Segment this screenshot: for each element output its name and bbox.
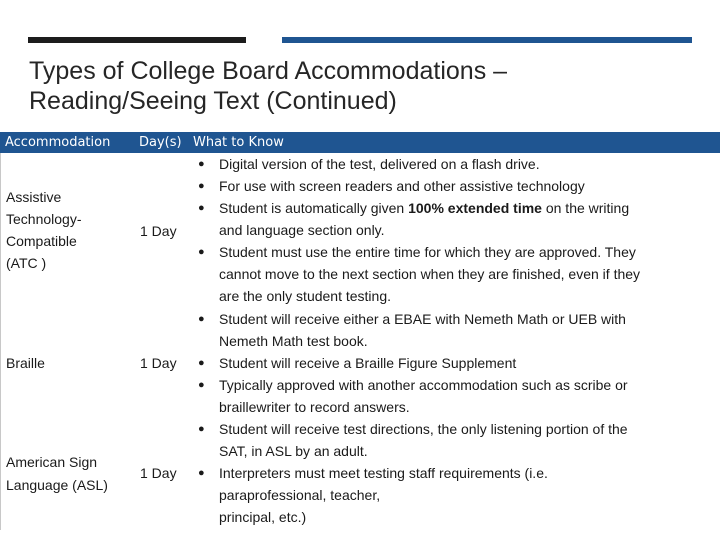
accommodation-name (6, 451, 108, 497)
title-accent-bar-dark (28, 37, 246, 43)
accommodation-name-line: Technology- (6, 211, 82, 227)
list-item-text: Student will receive test directions, the only listening portion of the (219, 421, 628, 437)
list-item-text: braillewriter to record answers. (219, 399, 410, 415)
list-item-text: SAT, in ASL by an adult. (219, 443, 368, 459)
what-to-know-list (197, 153, 717, 307)
days-value: 1 Day (140, 465, 177, 481)
slide-title-line-2: Reading/Seeing Text (Continued) (29, 87, 397, 115)
title-accent-bar-blue (282, 37, 692, 43)
list-item (197, 153, 717, 175)
bullet-icon: ● (198, 246, 205, 258)
list-item-text-part: on the writing (541, 200, 630, 216)
what-to-know-list (197, 418, 717, 528)
list-item (197, 462, 717, 528)
bullet-icon: ● (198, 180, 205, 192)
table-header-row (0, 132, 720, 154)
list-item (197, 241, 717, 307)
bullet-icon: ● (198, 423, 205, 435)
bullet-icon: ● (198, 202, 205, 214)
accommodation-name (6, 352, 45, 374)
what-to-know-list (197, 308, 717, 418)
accommodations-table (0, 132, 720, 530)
bullet-icon: ● (198, 357, 205, 369)
list-item-text: Nemeth Math test book. (219, 333, 368, 349)
table-row-braille (0, 308, 720, 418)
list-item (197, 197, 717, 241)
header-accommodation: Accommodation (5, 135, 111, 150)
accommodation-name-line: American Sign (6, 454, 98, 470)
list-item (197, 308, 717, 352)
list-item-text: Typically approved with another accommodation such as scribe or (219, 377, 628, 393)
list-item-text: principal, etc.) (219, 509, 307, 525)
accommodation-name (6, 186, 82, 274)
accommodation-name-line: Assistive (6, 189, 62, 205)
slide-title (29, 56, 689, 116)
accommodation-name-line: Language (ASL) (6, 477, 108, 493)
list-item (197, 352, 717, 374)
header-days: Day(s) (139, 135, 182, 150)
list-item-text: are the only student testing. (219, 288, 391, 304)
list-item-text: cannot move to the next section when they are finished, even if they (219, 266, 641, 282)
list-item-text (219, 197, 717, 219)
table-row-asl (0, 418, 720, 530)
table-row-atc (0, 153, 720, 308)
header-what-to-know: What to Know (193, 135, 284, 150)
accommodation-name-line: Braille (6, 355, 45, 371)
list-item (197, 418, 717, 462)
days-value: 1 Day (140, 355, 177, 371)
list-item-text-part: Student is automatically given (219, 200, 409, 216)
list-item-text: Digital version of the test, delivered on a flash drive. (219, 156, 540, 172)
bullet-icon: ● (198, 158, 205, 170)
list-item-emphasis: 100% extended time (408, 200, 542, 216)
list-item (197, 175, 717, 197)
list-item-text: Student will receive a Braille Figure Supplement (219, 355, 517, 371)
list-item-text: Student must use the entire time for which they are approved. They (219, 244, 636, 260)
list-item-text: paraprofessional, teacher, (219, 487, 381, 503)
bullet-icon: ● (198, 467, 205, 479)
slide-title-line-1: Types of College Board Accommodations – (29, 57, 508, 85)
list-item-text: For use with screen readers and other assistive technology (219, 178, 585, 194)
list-item-text: Student will receive either a EBAE with Nemeth Math or UEB with (219, 311, 626, 327)
bullet-icon: ● (198, 379, 205, 391)
bullet-icon: ● (198, 313, 205, 325)
accommodation-name-line: Compatible (6, 233, 77, 249)
accommodation-name-line: (ATC ) (6, 255, 47, 271)
list-item (197, 374, 717, 418)
days-value: 1 Day (140, 223, 177, 239)
list-item-text: Interpreters must meet testing staff requirements (i.e. (219, 465, 548, 481)
list-item-text: and language section only. (219, 222, 385, 238)
